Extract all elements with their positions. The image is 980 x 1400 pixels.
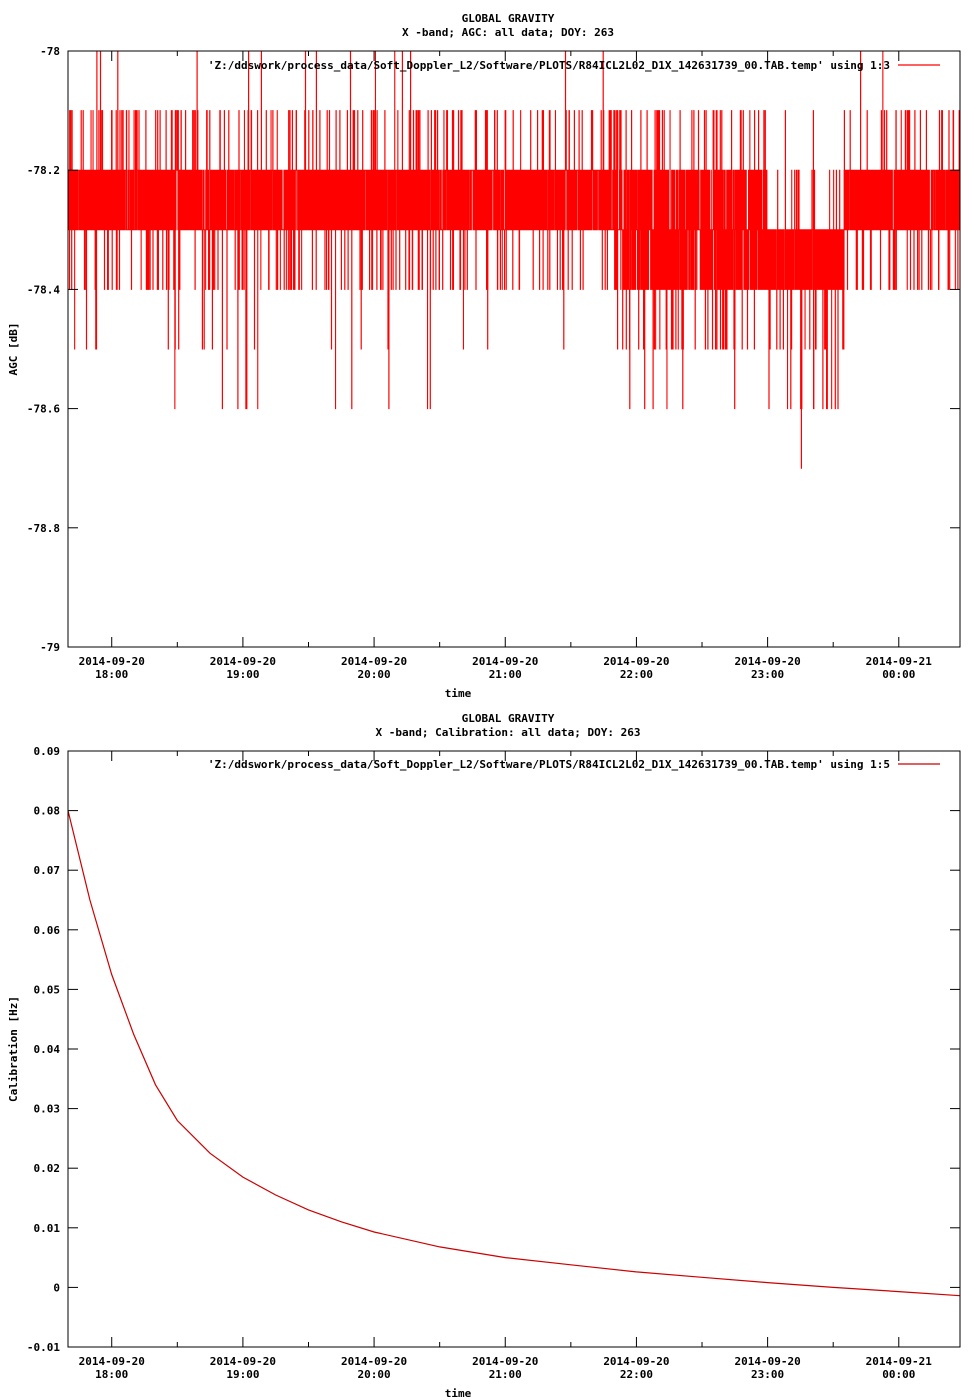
- y-axis-label: Calibration [Hz]: [7, 996, 20, 1102]
- y-tick-label: -78.2: [26, 164, 60, 178]
- y-tick-label: -78.8: [26, 521, 60, 535]
- x-tick-label-date: 2014-09-21: [865, 1355, 932, 1368]
- x-tick-label-time: 00:00: [882, 668, 916, 681]
- y-tick-label: -78.6: [26, 402, 60, 416]
- x-tick-label-date: 2014-09-20: [603, 655, 670, 668]
- agc-series-line: [68, 51, 960, 468]
- y-tick-label: 0.08: [33, 804, 60, 818]
- chart-title: GLOBAL GRAVITY: [461, 712, 555, 725]
- x-tick-label-time: 20:00: [357, 668, 391, 681]
- x-axis-label: time: [444, 687, 472, 700]
- x-tick-label-time: 23:00: [751, 668, 785, 681]
- y-tick-label: -0.01: [26, 1341, 60, 1354]
- x-tick-label-time: 19:00: [226, 1368, 260, 1381]
- x-tick-label-date: 2014-09-20: [472, 1355, 539, 1368]
- x-tick-label-date: 2014-09-20: [734, 1355, 801, 1368]
- x-tick-label-time: 20:00: [357, 1368, 391, 1381]
- y-tick-label: 0.05: [33, 983, 60, 997]
- x-tick-label-time: 21:00: [488, 668, 522, 681]
- x-tick-label-time: 23:00: [751, 1368, 785, 1381]
- x-tick-label-time: 22:00: [619, 668, 653, 681]
- chart-subtitle: X -band; AGC: all data; DOY: 263: [402, 26, 614, 39]
- x-tick-label-date: 2014-09-20: [78, 655, 145, 668]
- calibration-series-line: [68, 811, 960, 1296]
- y-tick-label: 0: [53, 1281, 60, 1295]
- y-tick-label: 0.03: [33, 1102, 60, 1116]
- y-tick-label: 0.02: [33, 1162, 60, 1176]
- y-tick-label: -78.4: [26, 283, 60, 297]
- y-tick-label: 0.07: [33, 864, 60, 878]
- x-tick-label-time: 18:00: [95, 668, 129, 681]
- y-tick-label: 0.09: [33, 745, 60, 758]
- chart-subtitle: X -band; Calibration: all data; DOY: 263: [375, 726, 641, 739]
- x-tick-label-time: 22:00: [619, 1368, 653, 1381]
- y-tick-label: 0.04: [33, 1043, 60, 1056]
- y-tick-label: -78: [40, 45, 60, 58]
- y-tick-label: 0.06: [33, 923, 60, 937]
- y-axis-label: AGC [dB]: [7, 322, 20, 376]
- x-tick-label-date: 2014-09-20: [472, 655, 539, 668]
- x-tick-label-time: 19:00: [226, 668, 260, 681]
- x-tick-label-date: 2014-09-20: [209, 655, 277, 668]
- x-tick-label-time: 00:00: [882, 1368, 916, 1381]
- y-tick-label: 0.01: [33, 1221, 60, 1235]
- x-tick-label-date: 2014-09-20: [734, 655, 801, 668]
- legend-entry: 'Z:/ddswork/process_data/Soft_Doppler_L2/Software/PLOTS/R84ICL2L02_D1X_142631739_00.TAB.temp' using 1:3: [207, 59, 890, 72]
- x-tick-label-date: 2014-09-21: [865, 655, 932, 668]
- x-tick-label-date: 2014-09-20: [603, 1355, 670, 1368]
- x-tick-label-date: 2014-09-20: [209, 1355, 277, 1368]
- chart-title: GLOBAL GRAVITY: [461, 12, 555, 25]
- x-axis-label: time: [444, 1387, 472, 1400]
- x-tick-label-time: 18:00: [95, 1368, 129, 1381]
- plot-frame: [68, 751, 960, 1347]
- y-tick-label: -79: [40, 641, 60, 654]
- x-tick-label-time: 21:00: [488, 1368, 522, 1381]
- x-tick-label-date: 2014-09-20: [340, 655, 408, 668]
- legend-entry: 'Z:/ddswork/process_data/Soft_Doppler_L2/Software/PLOTS/R84ICL2L02_D1X_142631739_00.TAB.temp' using 1:5: [207, 758, 890, 771]
- x-tick-label-date: 2014-09-20: [78, 1355, 145, 1368]
- x-tick-label-date: 2014-09-20: [340, 1355, 408, 1368]
